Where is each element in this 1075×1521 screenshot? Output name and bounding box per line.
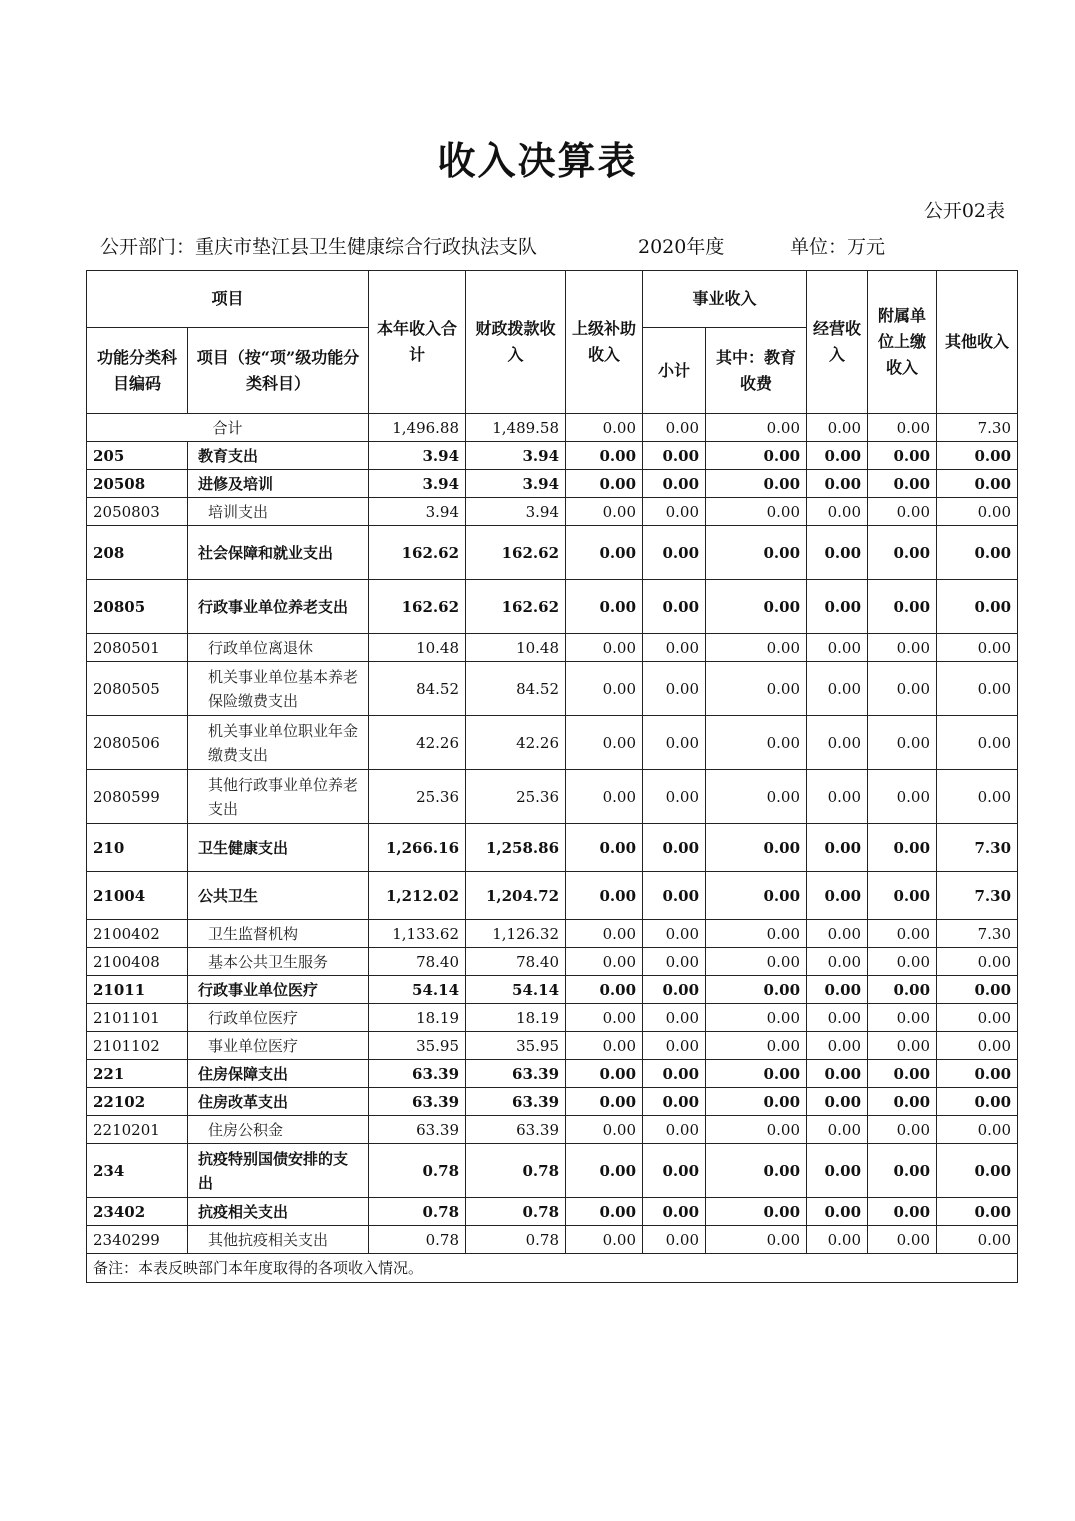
amount-cell: 0.00 (807, 1032, 868, 1060)
amount-cell: 0.78 (466, 1144, 566, 1198)
amount-cell: 0.00 (706, 770, 807, 824)
amount-cell: 0.00 (566, 824, 643, 872)
amount-cell: 0.00 (807, 770, 868, 824)
amount-cell: 0.00 (566, 976, 643, 1004)
amount-cell: 0.00 (937, 1060, 1018, 1088)
function-code-cell: 2080506 (87, 716, 188, 770)
amount-cell: 0.00 (566, 1144, 643, 1198)
function-name-cell: 事业单位医疗 (188, 1032, 369, 1060)
table-body (87, 414, 1018, 1254)
amount-cell: 3.94 (369, 442, 466, 470)
amount-cell: 84.52 (466, 662, 566, 716)
function-name-cell: 机关事业单位职业年金缴费支出 (188, 716, 369, 770)
amount-cell: 0.00 (807, 580, 868, 634)
amount-cell: 0.00 (706, 824, 807, 872)
table-row (87, 1198, 1018, 1226)
function-name-cell: 住房保障支出 (188, 1060, 369, 1088)
amount-cell: 0.00 (807, 498, 868, 526)
function-name-cell: 教育支出 (188, 442, 369, 470)
amount-cell: 0.00 (868, 1060, 937, 1088)
amount-cell: 63.39 (466, 1088, 566, 1116)
amount-cell: 0.00 (706, 976, 807, 1004)
amount-cell: 0.00 (643, 580, 706, 634)
amount-cell: 0.00 (643, 526, 706, 580)
amount-cell: 0.00 (937, 1116, 1018, 1144)
amount-cell: 3.94 (369, 498, 466, 526)
header-subtotal: 小计 (643, 328, 706, 414)
amount-cell: 0.00 (937, 1004, 1018, 1032)
function-code-cell: 22102 (87, 1088, 188, 1116)
amount-cell: 0.00 (807, 976, 868, 1004)
amount-cell: 0.00 (868, 770, 937, 824)
page-title: 收入决算表 (437, 138, 638, 183)
amount-cell: 0.00 (643, 498, 706, 526)
amount-cell: 7.30 (937, 872, 1018, 920)
amount-cell: 0.00 (643, 470, 706, 498)
table-row (87, 872, 1018, 920)
amount-cell: 0.00 (868, 1088, 937, 1116)
amount-cell: 0.00 (566, 526, 643, 580)
table-row (87, 580, 1018, 634)
amount-cell: 0.00 (937, 1032, 1018, 1060)
function-code-cell: 21004 (87, 872, 188, 920)
amount-cell: 0.00 (937, 1088, 1018, 1116)
amount-cell: 0.00 (868, 470, 937, 498)
amount-cell: 0.00 (868, 1004, 937, 1032)
amount-cell: 84.52 (369, 662, 466, 716)
table-row (87, 920, 1018, 948)
amount-cell: 0.00 (937, 948, 1018, 976)
amount-cell: 0.78 (369, 1144, 466, 1198)
amount-cell: 0.00 (937, 580, 1018, 634)
function-code-cell: 221 (87, 1060, 188, 1088)
table-row (87, 442, 1018, 470)
total-cell: 0.00 (807, 414, 868, 442)
amount-cell: 0.00 (807, 824, 868, 872)
function-code-cell: 234 (87, 1144, 188, 1198)
table-row (87, 1032, 1018, 1060)
amount-cell: 1,126.32 (466, 920, 566, 948)
table-row (87, 1116, 1018, 1144)
amount-cell: 18.19 (369, 1004, 466, 1032)
amount-cell: 0.00 (807, 1088, 868, 1116)
amount-cell: 0.00 (643, 1198, 706, 1226)
amount-cell: 3.94 (466, 498, 566, 526)
amount-cell: 0.00 (643, 442, 706, 470)
amount-cell: 54.14 (369, 976, 466, 1004)
function-name-cell: 卫生健康支出 (188, 824, 369, 872)
header-other: 其他收入 (937, 271, 1018, 414)
amount-cell: 0.00 (807, 442, 868, 470)
unit-label: 单位：万元 (790, 236, 886, 258)
amount-cell: 0.78 (369, 1226, 466, 1254)
function-name-cell: 基本公共卫生服务 (188, 948, 369, 976)
amount-cell: 0.00 (643, 1004, 706, 1032)
function-name-cell: 社会保障和就业支出 (188, 526, 369, 580)
amount-cell: 1,258.86 (466, 824, 566, 872)
header-edu: 其中：教育收费 (706, 328, 807, 414)
function-name-cell: 抗疫特别国债安排的支出 (188, 1144, 369, 1198)
amount-cell: 0.00 (566, 442, 643, 470)
amount-cell: 0.00 (807, 1226, 868, 1254)
function-code-cell: 208 (87, 526, 188, 580)
amount-cell: 0.00 (643, 1060, 706, 1088)
amount-cell: 0.00 (566, 662, 643, 716)
total-cell: 7.30 (937, 414, 1018, 442)
amount-cell: 0.00 (706, 1198, 807, 1226)
amount-cell: 0.00 (566, 634, 643, 662)
amount-cell: 0.00 (868, 716, 937, 770)
year-label: 2020年度 (638, 236, 725, 258)
function-code-cell: 2080501 (87, 634, 188, 662)
total-cell: 1,496.88 (369, 414, 466, 442)
amount-cell: 0.00 (807, 470, 868, 498)
income-table (86, 270, 1018, 1283)
function-code-cell: 20508 (87, 470, 188, 498)
amount-cell: 0.00 (566, 770, 643, 824)
function-name-cell: 行政事业单位医疗 (188, 976, 369, 1004)
amount-cell: 0.00 (566, 920, 643, 948)
table-row (87, 948, 1018, 976)
amount-cell: 63.39 (369, 1116, 466, 1144)
function-name-cell: 抗疫相关支出 (188, 1198, 369, 1226)
function-code-cell: 2100402 (87, 920, 188, 948)
amount-cell: 0.00 (807, 872, 868, 920)
amount-cell: 0.00 (937, 634, 1018, 662)
amount-cell: 0.00 (643, 1032, 706, 1060)
table-row (87, 662, 1018, 716)
amount-cell: 25.36 (466, 770, 566, 824)
amount-cell: 0.00 (566, 1116, 643, 1144)
amount-cell: 162.62 (369, 580, 466, 634)
amount-cell: 0.00 (706, 1088, 807, 1116)
amount-cell: 0.00 (868, 634, 937, 662)
amount-cell: 3.94 (466, 442, 566, 470)
amount-cell: 35.95 (369, 1032, 466, 1060)
total-label: 合计 (87, 414, 369, 442)
amount-cell: 18.19 (466, 1004, 566, 1032)
amount-cell: 0.00 (807, 634, 868, 662)
amount-cell: 0.00 (643, 1088, 706, 1116)
function-code-cell: 20805 (87, 580, 188, 634)
function-code-cell: 2100408 (87, 948, 188, 976)
amount-cell: 0.00 (868, 1226, 937, 1254)
amount-cell: 0.00 (643, 662, 706, 716)
amount-cell: 0.00 (643, 872, 706, 920)
amount-cell: 0.00 (643, 920, 706, 948)
function-name-cell: 机关事业单位基本养老保险缴费支出 (188, 662, 369, 716)
amount-cell: 0.00 (937, 662, 1018, 716)
function-code-cell: 2080599 (87, 770, 188, 824)
amount-cell: 0.00 (868, 1198, 937, 1226)
amount-cell: 7.30 (937, 824, 1018, 872)
amount-cell: 0.00 (643, 1144, 706, 1198)
amount-cell: 0.00 (566, 1198, 643, 1226)
amount-cell: 0.00 (868, 662, 937, 716)
table-row (87, 1004, 1018, 1032)
function-name-cell: 行政事业单位养老支出 (188, 580, 369, 634)
amount-cell: 0.00 (566, 1004, 643, 1032)
amount-cell: 0.00 (868, 948, 937, 976)
header-func-name: 项目（按“项”级功能分类科目） (188, 328, 369, 414)
form-number: 公开02表 (923, 200, 1005, 222)
department-label: 公开部门：重庆市垫江县卫生健康综合行政执法支队 (100, 236, 538, 258)
amount-cell: 0.00 (868, 824, 937, 872)
amount-cell: 0.00 (807, 1116, 868, 1144)
amount-cell: 0.00 (706, 580, 807, 634)
amount-cell: 0.00 (706, 1144, 807, 1198)
amount-cell: 0.00 (807, 1144, 868, 1198)
amount-cell: 0.00 (868, 976, 937, 1004)
table-row (87, 824, 1018, 872)
amount-cell: 0.00 (643, 1226, 706, 1254)
amount-cell: 63.39 (466, 1060, 566, 1088)
total-cell: 0.00 (643, 414, 706, 442)
amount-cell: 0.00 (706, 1032, 807, 1060)
amount-cell: 0.00 (807, 526, 868, 580)
function-code-cell: 205 (87, 442, 188, 470)
amount-cell: 54.14 (466, 976, 566, 1004)
amount-cell: 0.00 (868, 1116, 937, 1144)
amount-cell: 78.40 (369, 948, 466, 976)
header-total: 本年收入合计 (369, 271, 466, 414)
function-name-cell: 行政单位医疗 (188, 1004, 369, 1032)
amount-cell: 0.00 (807, 716, 868, 770)
function-name-cell: 住房公积金 (188, 1116, 369, 1144)
amount-cell: 0.00 (643, 948, 706, 976)
total-cell: 0.00 (706, 414, 807, 442)
function-code-cell: 23402 (87, 1198, 188, 1226)
function-name-cell: 培训支出 (188, 498, 369, 526)
amount-cell: 0.00 (868, 498, 937, 526)
amount-cell: 0.78 (466, 1198, 566, 1226)
table-row (87, 634, 1018, 662)
table-row (87, 526, 1018, 580)
table-row (87, 1226, 1018, 1254)
amount-cell: 0.00 (566, 470, 643, 498)
amount-cell: 162.62 (466, 580, 566, 634)
total-cell: 1,489.58 (466, 414, 566, 442)
function-code-cell: 2050803 (87, 498, 188, 526)
amount-cell: 3.94 (466, 470, 566, 498)
header-upper: 上级补助收入 (566, 271, 643, 414)
table-row (87, 1088, 1018, 1116)
amount-cell: 0.00 (937, 1226, 1018, 1254)
function-name-cell: 卫生监督机构 (188, 920, 369, 948)
amount-cell: 1,212.02 (369, 872, 466, 920)
function-code-cell: 21011 (87, 976, 188, 1004)
amount-cell: 0.00 (937, 526, 1018, 580)
total-cell: 0.00 (868, 414, 937, 442)
function-name-cell: 其他行政事业单位养老支出 (188, 770, 369, 824)
amount-cell: 0.00 (706, 470, 807, 498)
amount-cell: 0.00 (706, 526, 807, 580)
function-name-cell: 公共卫生 (188, 872, 369, 920)
amount-cell: 63.39 (466, 1116, 566, 1144)
table-note: 备注：本表反映部门本年度取得的各项收入情况。 (87, 1254, 1018, 1283)
amount-cell: 0.78 (369, 1198, 466, 1226)
total-cell: 0.00 (566, 414, 643, 442)
amount-cell: 0.00 (706, 662, 807, 716)
amount-cell: 0.00 (937, 976, 1018, 1004)
amount-cell: 0.00 (868, 580, 937, 634)
amount-cell: 0.00 (706, 1060, 807, 1088)
function-code-cell: 2080505 (87, 662, 188, 716)
table-row (87, 1144, 1018, 1198)
amount-cell: 0.00 (643, 634, 706, 662)
amount-cell: 0.00 (937, 716, 1018, 770)
amount-cell: 0.00 (937, 470, 1018, 498)
function-code-cell: 2101101 (87, 1004, 188, 1032)
amount-cell: 0.00 (868, 526, 937, 580)
amount-cell: 0.00 (706, 948, 807, 976)
amount-cell: 42.26 (369, 716, 466, 770)
amount-cell: 0.00 (566, 716, 643, 770)
amount-cell: 0.00 (706, 1226, 807, 1254)
function-code-cell: 210 (87, 824, 188, 872)
function-name-cell: 行政单位离退休 (188, 634, 369, 662)
amount-cell: 10.48 (466, 634, 566, 662)
amount-cell: 0.00 (807, 920, 868, 948)
amount-cell: 10.48 (369, 634, 466, 662)
amount-cell: 0.00 (643, 770, 706, 824)
header-fiscal: 财政拨款收入 (466, 271, 566, 414)
amount-cell: 0.00 (937, 770, 1018, 824)
amount-cell: 0.00 (566, 1088, 643, 1116)
table-row (87, 1060, 1018, 1088)
function-name-cell: 住房改革支出 (188, 1088, 369, 1116)
amount-cell: 0.78 (466, 1226, 566, 1254)
amount-cell: 162.62 (466, 526, 566, 580)
amount-cell: 0.00 (868, 1032, 937, 1060)
amount-cell: 0.00 (868, 920, 937, 948)
amount-cell: 3.94 (369, 470, 466, 498)
amount-cell: 0.00 (706, 716, 807, 770)
amount-cell: 0.00 (937, 498, 1018, 526)
header-operating: 经营收入 (807, 271, 868, 414)
table-row (87, 716, 1018, 770)
amount-cell: 1,204.72 (466, 872, 566, 920)
amount-cell: 0.00 (807, 1004, 868, 1032)
amount-cell: 7.30 (937, 920, 1018, 948)
function-name-cell: 其他抗疫相关支出 (188, 1226, 369, 1254)
amount-cell: 0.00 (706, 1004, 807, 1032)
amount-cell: 0.00 (937, 1144, 1018, 1198)
header-affiliate: 附属单位上缴收入 (868, 271, 937, 414)
amount-cell: 0.00 (566, 1032, 643, 1060)
amount-cell: 63.39 (369, 1088, 466, 1116)
amount-cell: 0.00 (566, 498, 643, 526)
header-project: 项目 (87, 271, 369, 328)
amount-cell: 0.00 (807, 1060, 868, 1088)
amount-cell: 0.00 (868, 442, 937, 470)
table-row (87, 976, 1018, 1004)
function-code-cell: 2340299 (87, 1226, 188, 1254)
amount-cell: 1,266.16 (369, 824, 466, 872)
amount-cell: 0.00 (706, 634, 807, 662)
table-row (87, 470, 1018, 498)
amount-cell: 0.00 (868, 872, 937, 920)
amount-cell: 63.39 (369, 1060, 466, 1088)
amount-cell: 0.00 (706, 498, 807, 526)
amount-cell: 1,133.62 (369, 920, 466, 948)
table-row (87, 770, 1018, 824)
amount-cell: 42.26 (466, 716, 566, 770)
amount-cell: 0.00 (706, 920, 807, 948)
amount-cell: 0.00 (807, 1198, 868, 1226)
amount-cell: 0.00 (937, 442, 1018, 470)
amount-cell: 0.00 (566, 1226, 643, 1254)
amount-cell: 25.36 (369, 770, 466, 824)
amount-cell: 0.00 (706, 442, 807, 470)
amount-cell: 0.00 (807, 948, 868, 976)
function-code-cell: 2210201 (87, 1116, 188, 1144)
amount-cell: 0.00 (937, 1198, 1018, 1226)
amount-cell: 0.00 (566, 1060, 643, 1088)
table-row (87, 498, 1018, 526)
function-name-cell: 进修及培训 (188, 470, 369, 498)
header-business: 事业收入 (643, 271, 807, 328)
amount-cell: 0.00 (566, 872, 643, 920)
amount-cell: 0.00 (807, 662, 868, 716)
amount-cell: 0.00 (643, 716, 706, 770)
amount-cell: 0.00 (643, 824, 706, 872)
amount-cell: 78.40 (466, 948, 566, 976)
amount-cell: 0.00 (566, 580, 643, 634)
amount-cell: 0.00 (868, 1144, 937, 1198)
total-row (87, 414, 1018, 442)
amount-cell: 162.62 (369, 526, 466, 580)
amount-cell: 0.00 (566, 948, 643, 976)
amount-cell: 0.00 (706, 872, 807, 920)
amount-cell: 35.95 (466, 1032, 566, 1060)
amount-cell: 0.00 (643, 976, 706, 1004)
amount-cell: 0.00 (706, 1116, 807, 1144)
function-code-cell: 2101102 (87, 1032, 188, 1060)
amount-cell: 0.00 (643, 1116, 706, 1144)
header-func-code: 功能分类科目编码 (87, 328, 188, 414)
